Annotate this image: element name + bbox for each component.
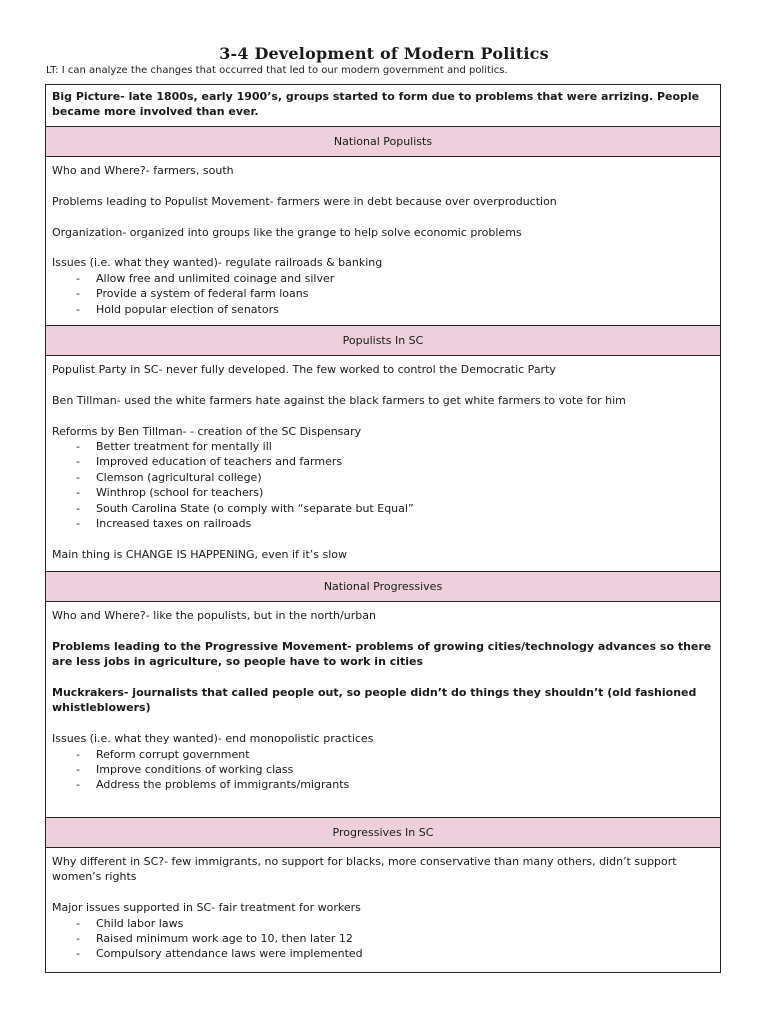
section-progressives-sc [46,848,720,972]
list-item: - Child labor laws [52,916,714,931]
list-item: - Provide a system of federal farm loans [52,286,714,301]
big-picture: Big Picture- late 1800s, early 1900’s, groups started to form due to problems that were arrizing. People became more involved than ever. [46,85,720,127]
list-item: - Compulsory attendance laws were implemented [52,946,714,961]
organization: Organization- organized into groups like the grange to help solve economic problems [52,225,522,239]
section-header-populists-sc: Populists In SC [46,326,720,356]
muckrakers: Muckrakers- journalists that called people out, so people didn’t do things they shouldn’t (old fashioned whistleblowers) [52,686,697,715]
issues-list [52,916,714,962]
learning-target: LT: I can analyze the changes that occurred that led to our modern government and politics. [46,65,508,76]
main-thing: Main thing is CHANGE IS HAPPENING, even if it’s slow [52,547,348,561]
list-item: - Winthrop (school for teachers) [52,485,714,500]
section-header-national-progressives: National Progressives [46,572,720,602]
page-title: 3-4 Development of Modern Politics [219,44,549,63]
who-where: Who and Where?- like the populists, but in the north/urban [52,609,376,622]
reforms: Reforms by Ben Tillman- - creation of the SC Dispensary [52,424,362,438]
list-item: - Address the problems of immigrants/migrants [52,777,714,792]
list-item: - South Carolina State (o comply with “separate but Equal” [52,501,714,516]
party: Populist Party in SC- never fully developed. The few worked to control the Democratic Party [52,363,556,376]
list-item: - Increased taxes on railroads [52,516,714,531]
issues: Issues (i.e. what they wanted)- end monopolistic practices [52,732,374,746]
notes-table [45,84,721,973]
problems: Problems leading to Populist Movement- farmers were in debt because over overproduction [52,194,557,208]
section-header-national-populists: National Populists [46,127,720,157]
list-item: - Clemson (agricultural college) [52,470,714,485]
issues: Issues (i.e. what they wanted)- regulate railroads & banking [52,256,383,270]
who-where: Who and Where?- farmers, south [52,164,234,177]
section-national-populists [46,157,720,326]
list-item: - Allow free and unlimited coinage and silver [52,271,714,286]
list-item: - Better treatment for mentally ill [52,439,714,454]
major-issues: Major issues supported in SC- fair treatment for workers [52,901,361,915]
reforms-list [52,439,714,531]
list-item: - Reform corrupt government [52,747,714,762]
section-header-progressives-sc: Progressives In SC [46,818,720,848]
tillman: Ben Tillman- used the white farmers hate against the black farmers to get white farmers to vote for him [52,393,626,407]
section-populists-sc [46,356,720,572]
issues-list [52,271,714,317]
problems: Problems leading to the Progressive Movement- problems of growing cities/technology advances so there are less jobs in agriculture, so people have to work in cities [52,639,712,669]
list-item: - Raised minimum work age to 10, then later 12 [52,931,714,946]
list-item: - Improve conditions of working class [52,762,714,777]
list-item: - Hold popular election of senators [52,302,714,317]
section-national-progressives [46,602,720,818]
issues-list [52,747,714,793]
why-different: Why different in SC?- few immigrants, no support for blacks, more conservative than many others, didn’t support women’s rights [52,855,677,884]
list-item: - Improved education of teachers and farmers [52,454,714,469]
